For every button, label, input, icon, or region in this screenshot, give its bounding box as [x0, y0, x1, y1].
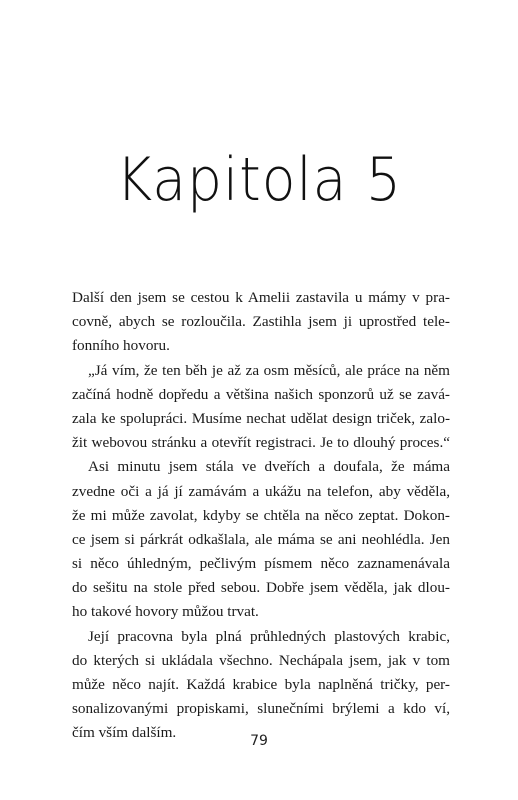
text-line: čím vším dalším. [72, 724, 177, 742]
text-line: do kterých si ukládala všechno. Nechápala jsem, jak v tom [72, 651, 450, 669]
text-line: „Já vím, že ten běh je až za osm měsíců, ale práce na něm [88, 361, 450, 379]
text-line: může něco najít. Každá krabice byla naplněná tričky, per- [72, 676, 450, 693]
paragraph-4 [72, 625, 450, 746]
text-line: zvedne oči a já jí zamávám a ukážu na telefon, aby věděla, [72, 482, 450, 500]
text-line: že mi může zavolat, kdyby se chtěla na něco zeptat. Dokon- [72, 506, 450, 524]
text-line: sonalizovanými propiskami, slunečními brýlemi a kdo ví, [72, 700, 450, 718]
text-line: Asi minutu jsem stála ve dveřích a doufala, že máma [88, 458, 450, 476]
text-line: do sešitu na stole před sebou. Dobře jsem věděla, jak dlou- [72, 579, 450, 597]
text-line: fonního hovoru. [72, 337, 170, 355]
text-line: Další den jsem se cestou k Amelii zastavila u mámy v pra- [72, 289, 450, 306]
paragraph-3 [72, 455, 450, 624]
text-line: covně, abych se rozloučila. Zastihla jsem ji uprostřed tele- [72, 313, 450, 331]
paragraph-2 [72, 359, 450, 456]
text-line: začíná hodně dopředu a většina našich sponzorů už se zavá- [72, 385, 450, 403]
page-number: 79 [250, 733, 268, 749]
text-line: zala ke spolupráci. Musíme nechat udělat design triček, zalo- [72, 409, 450, 427]
text-line: Její pracovna byla plná průhledných plastových krabic, [88, 627, 450, 645]
text-line: ce jsem si párkrát odkašlala, ale máma se ani neohlédla. Jen [72, 530, 450, 548]
text-line: ho takové hovory můžou trvat. [72, 603, 259, 621]
text-line: žit webovou stránku a otevřít registraci. Je to dlouhý proces.“ [72, 434, 450, 452]
paragraph-1 [72, 286, 450, 359]
chapter-title: Kapitola 5 [116, 145, 402, 215]
text-line: si něco úhledným, pečlivým písmem něco zaznamenávala [72, 555, 450, 573]
chapter-body [72, 286, 450, 746]
